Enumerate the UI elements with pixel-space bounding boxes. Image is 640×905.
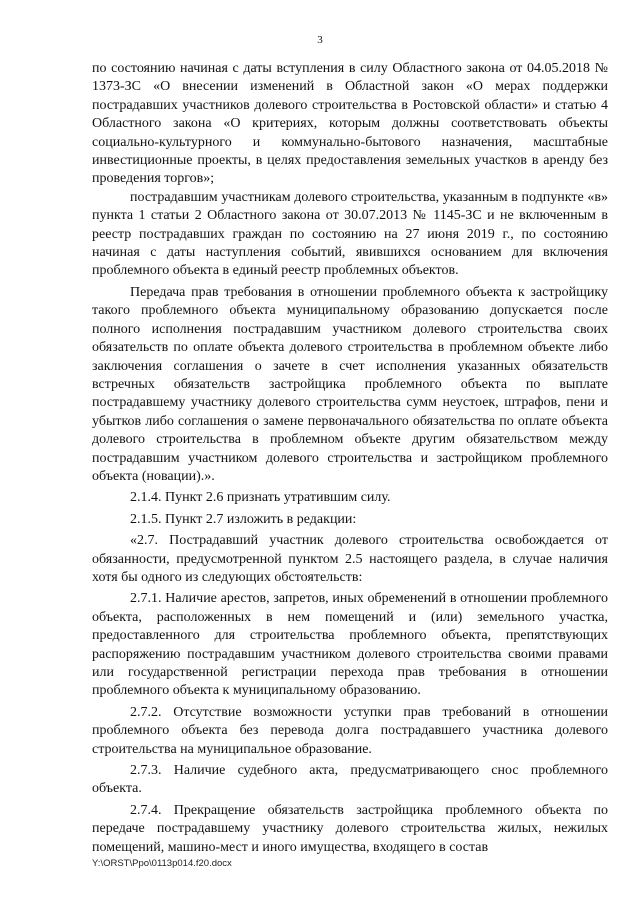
paragraph-2-7-3: 2.7.3. Наличие судебного акта, предусматривающего снос проблемного объекта. <box>92 763 608 797</box>
page-number: 3 <box>317 34 323 46</box>
footer-file-path: Y:\ORST\Ppo\0113p014.f20.docx <box>92 858 232 869</box>
paragraph-injured-participants: пострадавшим участникам долевого строительства, указанным в подпункте «в» пункта 1 статьи 2 Областного закона от 30.07.2013 № 1145-ЗС и не включенным в реестр пострадавших граждан по состоянию на 27 июня 2019 г., по состоянию начиная с даты наступления событий, явившихся основанием для включения проблемного объекта в единый реестр проблемных объектов. <box>92 189 608 279</box>
paragraph-2-7: «2.7. Пострадавший участник долевого строительства освобождается от обязанности, предусмотренной пунктом 2.5 настоящего раздела, в случае наличия хотя бы одного из следующих обстоятельств: <box>92 533 608 585</box>
paragraph-2-1-4: 2.1.4. Пункт 2.6 признать утратившим силу. <box>130 490 391 506</box>
paragraph-transfer-rights: Передача прав требования в отношении проблемного объекта к застройщику такого проблемного объекта муниципальному образованию допускается после полного исполнения пострадавшим участником долевого строительства своих обязательств по оплате объекта долевого строительства в проблемном объекте либо заключения соглашения о зачете в счет исполнения указанных обязательств встречных обязательств застройщика проблемного объекта по выплате пострадавшему участнику долевого строительства сумм неустоек, штрафов, пени и убытков либо соглашения о замене первоначального обязательства по оплате объекта долевого строительства в проблемном объекте другим обязательством между пострадавшим участником долевого строительства и застройщиком проблемного объекта (новации).». <box>92 284 608 484</box>
paragraph-2-1-5: 2.1.5. Пункт 2.7 изложить в редакции: <box>130 511 357 527</box>
document-body <box>92 60 608 857</box>
paragraph-2-7-2: 2.7.2. Отсутствие возможности уступки прав требований в отношении проблемного объекта без перевода долга пострадавшего участника долевого строительства на муниципальное образование. <box>92 704 608 757</box>
paragraph-2-7-1: 2.7.1. Наличие арестов, запретов, иных обременений в отношении проблемного объекта, расположенных в нем помещений и (или) земельного участка, предоставленного для строительства проблемного объекта, препятствующих распоряжению пострадавшим участником долевого строительства своими правами или государственной регистрации перехода прав требования в отношении проблемного объекта к муниципальному образованию. <box>92 591 608 699</box>
paragraph-2-7-4: 2.7.4. Прекращение обязательств застройщика проблемного объекта по передаче пострадавшему участнику долевого строительства жилых, нежилых помещений, машино-мест и иного имущества, входящего в состав <box>92 802 608 855</box>
paragraph-continuation: по состоянию начиная с даты вступления в силу Областного закона от 04.05.2018 № 1373-ЗС «О внесении изменений в Областной закон «О мерах поддержки пострадавших участников долевого строительства в Ростовской области» и статью 4 Областного закона «О критериях, которым должны соответствовать объекты социально-культурного и коммунально-бытового назначения, масштабные инвестиционные проекты, в целях предоставления земельных участков в аренду без проведения торгов»; <box>92 61 608 187</box>
